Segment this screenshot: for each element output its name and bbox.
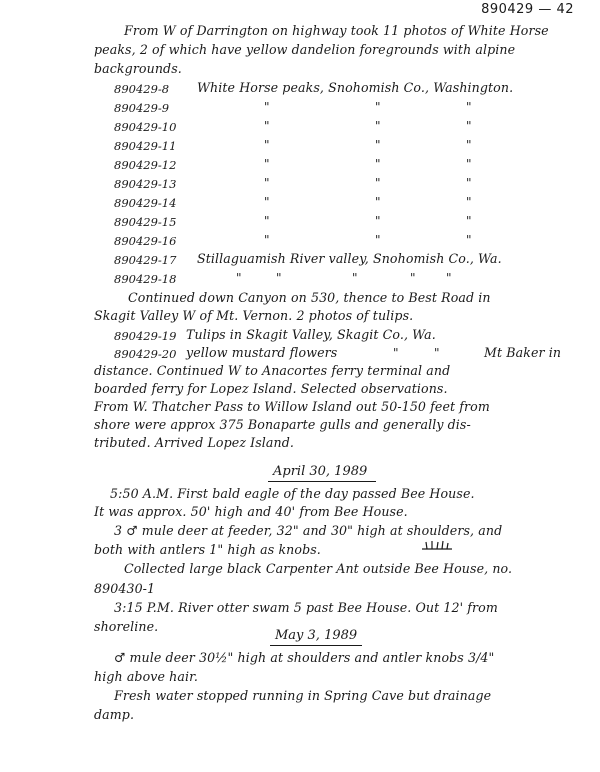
ditto-mark: " [264,138,270,152]
ditto-mark: " [466,100,472,114]
may-line-2: high above hair. [94,669,198,684]
ditto-mark: " [264,157,270,171]
ditto-mark: " [264,233,270,247]
page-id: 890429 — 42 [481,2,574,17]
ditto-mark: " [393,346,399,360]
intro-line-3: backgrounds. [94,61,182,76]
catalog-desc: Tulips in Skagit Valley, Skagit Co., Wa. [186,327,436,342]
ditto-mark: " [466,195,472,209]
ditto-mark: " [264,100,270,114]
para2-line-2: Skagit Valley W of Mt. Vernon. 2 photos of tulips. [94,308,414,323]
catalog-desc: Stillaguamish River valley, Snohomish Co., Wa. [197,251,502,266]
ditto-mark: " [375,157,381,171]
intro-line-2: peaks, 2 of which have yellow dandelion foregrounds with alpine [94,42,516,57]
ditto-mark: " [466,176,472,190]
heading-underline [268,481,376,482]
ditto-mark: " [410,271,416,285]
date-heading-may: May 3, 1989 [275,628,358,643]
heading-underline [270,645,362,646]
apr-line-3: 3 ♂ mule deer at feeder, 32" and 30" high at shoulders, and [114,523,503,538]
ditto-mark: " [446,271,452,285]
catalog-id: 890429-17 [114,253,177,267]
ditto-mark: " [352,271,358,285]
date-heading-april: April 30, 1989 [273,464,368,479]
may-line-3: Fresh water stopped running in Spring Cave but drainage [114,688,492,703]
para3-line-3: From W. Thatcher Pass to Willow Island out 50-150 feet from [94,399,490,414]
ditto-mark: " [375,233,381,247]
catalog-id: 890429-15 [114,215,177,229]
apr-line-4: both with antlers 1" high as knobs. [94,542,321,557]
apr-line-8: shoreline. [94,619,159,634]
ditto-mark: " [434,346,440,360]
ditto-mark: " [466,233,472,247]
para2-line-1: Continued down Canyon on 530, thence to Best Road in [128,290,491,305]
ditto-mark: " [264,176,270,190]
ditto-mark: " [276,271,282,285]
mustard-tail: Mt Baker in [484,345,562,360]
para3-line-5: tributed. Arrived Lopez Island. [94,435,295,450]
intro-line-1: From W of Darrington on highway took 11 photos of White Horse [124,23,549,38]
catalog-id: 890429-16 [114,234,177,248]
catalog-id: 890429-14 [114,196,177,210]
ditto-mark: " [375,176,381,190]
catalog-desc: White Horse peaks, Snohomish Co., Washington. [197,80,514,95]
may-line-4: damp. [94,707,135,722]
ditto-mark: " [264,195,270,209]
antler-knob-sketch [420,536,454,552]
apr-line-1: 5:50 A.M. First bald eagle of the day passed Bee House. [110,486,475,501]
ditto-mark: " [375,138,381,152]
apr-line-2: It was approx. 50' high and 40' from Bee House. [94,504,408,519]
ditto-mark: " [466,157,472,171]
ditto-mark: " [375,214,381,228]
ditto-mark: " [466,138,472,152]
catalog-id: 890429-10 [114,120,177,134]
catalog-desc: yellow mustard flowers [186,345,338,360]
ditto-mark: " [236,271,242,285]
apr-line-7: 3:15 P.M. River otter swam 5 past Bee House. Out 12' from [114,600,498,615]
para3-line-1: distance. Continued W to Anacortes ferry terminal and [94,363,451,378]
apr-line-5: Collected large black Carpenter Ant outside Bee House, no. [124,561,513,576]
ditto-mark: " [466,119,472,133]
ditto-mark: " [375,100,381,114]
ditto-mark: " [375,195,381,209]
ditto-mark: " [375,119,381,133]
apr-line-6: 890430-1 [94,581,156,596]
ditto-mark: " [264,119,270,133]
catalog-id: 890429-12 [114,158,177,172]
catalog-id: 890429-20 [114,347,177,361]
catalog-id: 890429-19 [114,329,177,343]
catalog-id: 890429-13 [114,177,177,191]
catalog-id: 890429-18 [114,272,177,286]
para3-line-4: shore were approx 375 Bonaparte gulls and generally dis- [94,417,471,432]
ditto-mark: " [466,214,472,228]
catalog-id: 890429-8 [114,82,170,96]
catalog-id: 890429-11 [114,139,177,153]
para3-line-2: boarded ferry for Lopez Island. Selected observations. [94,381,448,396]
may-line-1: ♂ mule deer 30½" high at shoulders and antler knobs 3/4" [114,650,495,665]
catalog-id: 890429-9 [114,101,170,115]
ditto-mark: " [264,214,270,228]
